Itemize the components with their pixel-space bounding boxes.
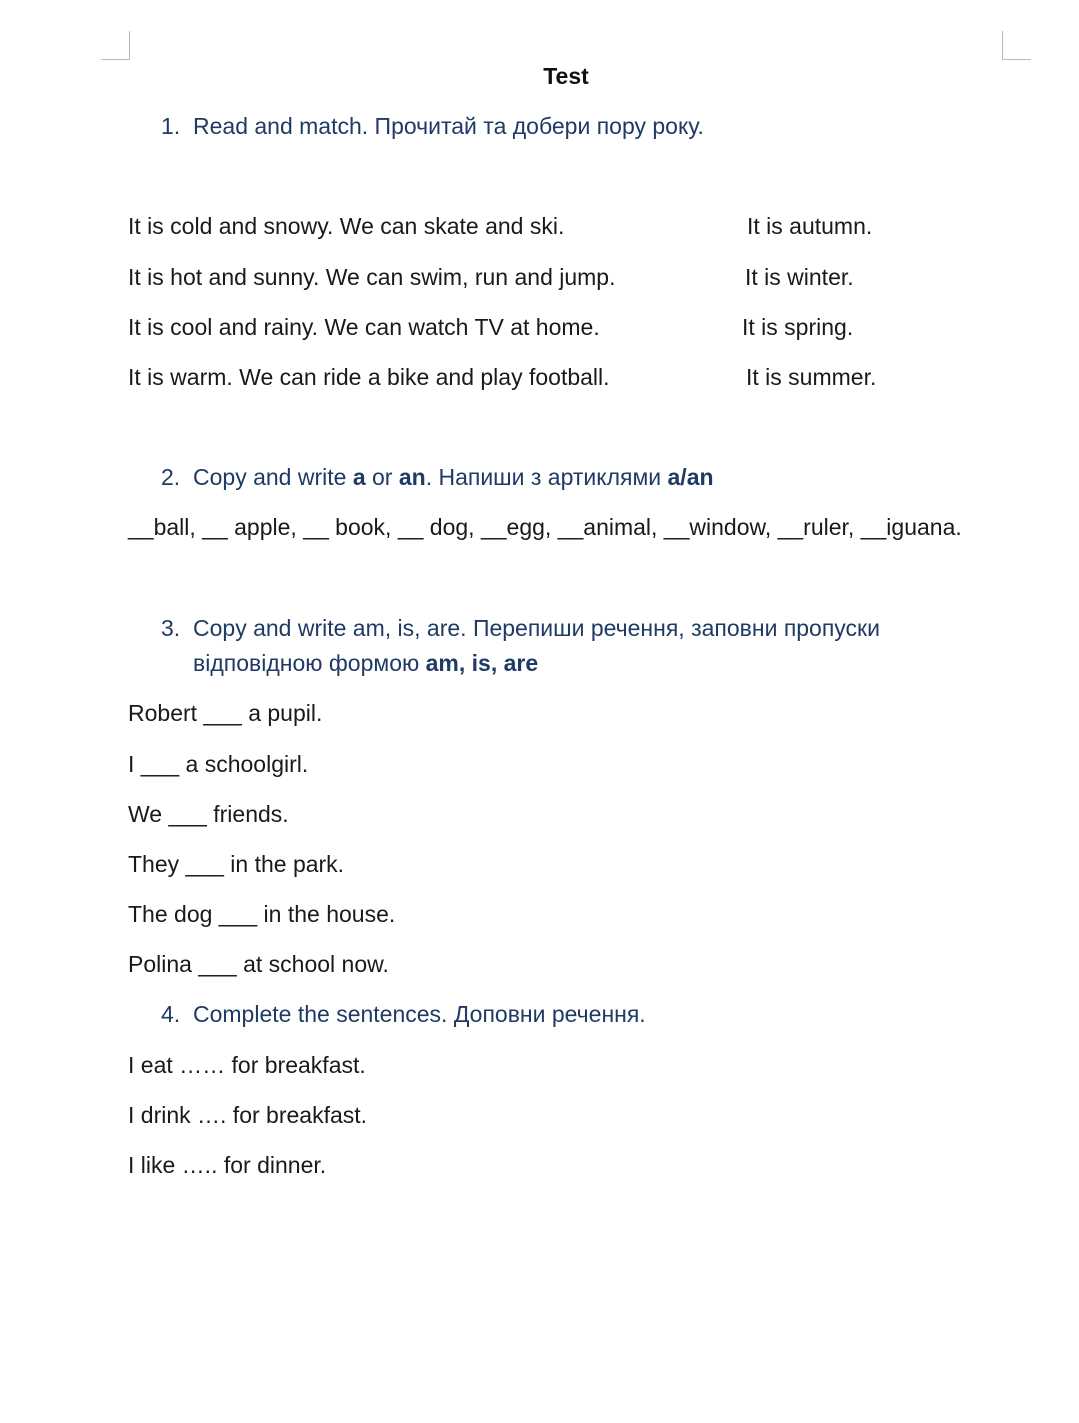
task1-number: 1. (161, 113, 181, 139)
task1-heading (161, 111, 1021, 141)
task4-heading (161, 999, 1021, 1029)
task1-sentence-1: It is cold and snowy. We can skate and ski. (128, 213, 565, 239)
task3-sentence-6: Polina ___ at school now. (128, 951, 389, 977)
task2-heading-bold-an: an (398, 464, 426, 490)
page-corner-mark-top-right (1002, 31, 1031, 60)
task2-words: __ball, __ apple, __ book, __ dog, __egg, __animal, __window, __ruler, __iguana. (128, 514, 962, 540)
task4-number: 4. (161, 1001, 181, 1027)
task2-heading-bold-a: a (352, 464, 366, 490)
task1-sentence-2: It is hot and sunny. We can swim, run and jump. (128, 264, 616, 290)
task3-sentence-5: The dog ___ in the house. (128, 901, 396, 927)
task3-heading (161, 613, 1021, 679)
task4-sentence-1: I eat …… for breakfast. (128, 1052, 366, 1078)
task4-sentence-3: I like ….. for dinner. (128, 1152, 327, 1178)
task2-number: 2. (161, 464, 181, 490)
task1-sentence-4: It is warm. We can ride a bike and play football. (128, 364, 610, 390)
task3-sentence-3: We ___ friends. (128, 801, 289, 827)
task2-heading-bold-a-an: a/an (667, 464, 714, 490)
task4-heading-text: Complete the sentences. Доповни речення. (193, 1001, 646, 1027)
task1-season-2: It is winter. (745, 264, 854, 290)
task1-heading-text: Read and match. Прочитай та добери пору року. (193, 113, 704, 139)
task2-heading (161, 462, 1021, 492)
task2-heading-text (193, 462, 714, 492)
task3-number: 3. (161, 615, 181, 641)
task2-heading-part2: or (365, 464, 399, 490)
page-title: Test (543, 63, 589, 89)
task2-heading-part3: . Напиши з артиклями (425, 464, 668, 490)
task3-heading-bold: am, is, are (425, 650, 539, 676)
task3-sentence-1: Robert ___ a pupil. (128, 700, 323, 726)
task3-heading-line2-text: відповідною формою (193, 650, 426, 676)
task1-season-1: It is autumn. (747, 213, 873, 239)
task3-sentence-4: They ___ in the park. (128, 851, 345, 877)
task4-sentence-2: I drink …. for breakfast. (128, 1102, 368, 1128)
task3-heading-line1: Copy and write am, is, are. Перепиши речення, заповни пропуски (193, 615, 880, 641)
task1-season-3: It is spring. (742, 314, 854, 340)
task3-sentence-2: I ___ a schoolgirl. (128, 751, 309, 777)
task2-heading-part1: Copy and write (193, 464, 353, 490)
task3-heading-line2 (193, 648, 538, 678)
page-corner-mark-top-left (101, 31, 130, 60)
task1-season-4: It is summer. (746, 364, 877, 390)
task1-sentence-3: It is cool and rainy. We can watch TV at home. (128, 314, 600, 340)
